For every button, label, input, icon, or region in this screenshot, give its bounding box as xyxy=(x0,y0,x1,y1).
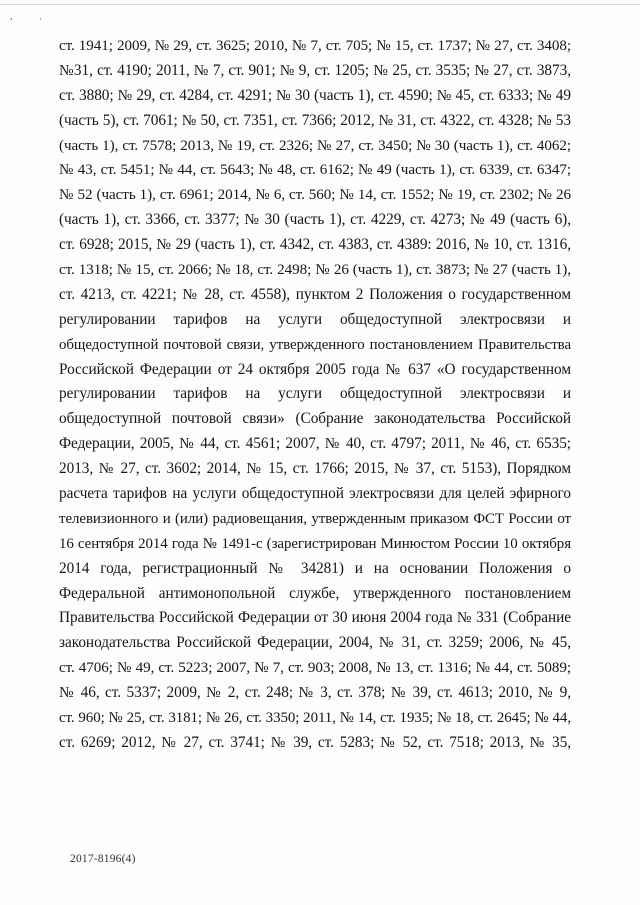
text-line: ст. 3880; № 29, ст. 4284, ст. 4291; № 30 (часть 1), ст. 4590; № 45, ст. 6333; № 49 xyxy=(59,86,571,104)
scan-top-edge xyxy=(0,4,640,5)
text-line: 2013, № 27, ст. 3602; 2014, № 15, ст. 1766; 2015, № 37, ст. 5153), Порядком xyxy=(59,460,571,478)
text-line: ст. 6928; 2015, № 29 (часть 1), ст. 4342, ст. 4383, ст. 4389: 2016, № 10, ст. 1316, xyxy=(59,236,571,254)
scan-speck: · xyxy=(39,15,42,25)
text-line: Российской Федерации от 24 октября 2005 года № 637 «О государственном xyxy=(59,360,571,378)
text-line: регулировании тарифов на услуги общедоступной электросвязи и xyxy=(59,310,571,328)
text-line: ст. 6269; 2012, № 27, ст. 3741; № 39, ст. 5283; № 52, ст. 7518; 2013, № 35, xyxy=(59,733,571,751)
text-line: №31, ст. 4190; 2011, № 7, ст. 901; № 9, ст. 1205; № 25, ст. 3535; № 27, ст. 3873, xyxy=(59,61,571,79)
text-line: 2014 года, регистрационный № 34281) и на основании Положения о xyxy=(59,559,571,577)
text-line: № 52 (часть 1), ст. 6961; 2014, № 6, ст. 560; № 14, ст. 1552; № 19, ст. 2302; № 26 xyxy=(59,187,571,204)
text-line: ст. 4706; № 49, ст. 5223; 2007, № 7, ст. 903; 2008, № 13, ст. 1316; № 44, ст. 5089; xyxy=(59,660,571,677)
text-line: № 46, ст. 5337; 2009, № 2, ст. 248; № 3, ст. 378; № 39, ст. 4613; 2010, № 9, xyxy=(59,684,571,702)
text-line: телевизионного и (или) радиовещания, утвержденным приказом ФСТ России от xyxy=(59,510,571,527)
text-line: ст. 4213, ст. 4221; № 28, ст. 4558), пунктом 2 Положения о государственном xyxy=(59,285,571,303)
text-line: Федеральной антимонопольной службе, утвержденного постановлением xyxy=(59,584,571,602)
text-line: общедоступной почтовой связи» (Собрание законодательства Российской xyxy=(59,410,571,428)
text-line: Федерации, 2005, № 44, ст. 4561; 2007, № 40, ст. 4797; 2011, № 46, ст. 6535; xyxy=(59,435,571,453)
text-line: ст. 1318; № 15, ст. 2066; № 18, ст. 2498; № 26 (часть 1), ст. 3873; № 27 (часть 1), xyxy=(59,262,571,279)
text-line: ст. 960; № 25, ст. 3181; № 26, ст. 3350; 2011, № 14, ст. 1935; № 18, ст. 2645; № 44, xyxy=(59,710,571,727)
scan-speck: , xyxy=(10,12,13,22)
text-line: (часть 1), ст. 3366, ст. 3377; № 30 (часть 1), ст. 4229, ст. 4273; № 49 (часть 6), xyxy=(59,211,571,229)
text-line: расчета тарифов на услуги общедоступной электросвязи для целей эфирного xyxy=(59,485,571,503)
text-line: 16 сентября 2014 года № 1491-с (зарегистрирован Минюстом России 10 октября xyxy=(59,535,571,552)
document-footer-code: 2017-8196(4) xyxy=(70,853,136,865)
text-line: (часть 1), ст. 7578; 2013, № 19, ст. 2326; № 27, ст. 3450; № 30 (часть 1), ст. 4062; xyxy=(59,137,571,154)
body-text xyxy=(59,34,571,756)
text-line: общедоступной почтовой связи, утвержденного постановлением Правительства xyxy=(59,336,571,353)
text-line: № 43, ст. 5451; № 44, ст. 5643; № 48, ст. 6162; № 49 (часть 1), ст. 6339, ст. 6347; xyxy=(59,162,571,179)
text-line: ст. 1941; 2009, № 29, ст. 3625; 2010, № 7, ст. 705; № 15, ст. 1737; № 27, ст. 3408; xyxy=(59,38,571,54)
text-line: законодательства Российской Федерации, 2004, № 31, ст. 3259; 2006, № 45, xyxy=(59,634,571,652)
text-line: (часть 5), ст. 7061; № 50, ст. 7351, ст. 7366; 2012, № 31, ст. 4322, ст. 4328; № 53 xyxy=(59,111,571,129)
text-line: регулировании тарифов на услуги общедоступной электросвязи и xyxy=(59,385,571,403)
text-line: Правительства Российской Федерации от 30 июня 2004 года № 331 (Собрание xyxy=(59,609,571,627)
